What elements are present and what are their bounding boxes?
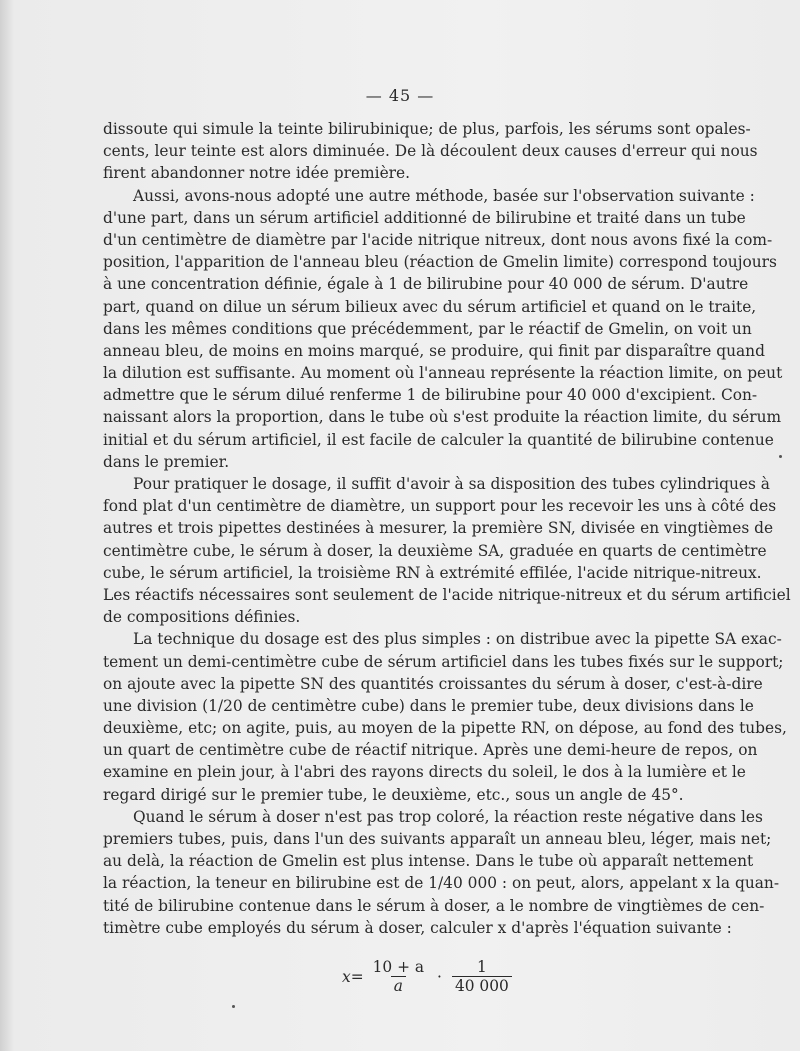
fraction-1-numerator: 10 + a bbox=[372, 958, 425, 976]
text-line: anneau bleu, de moins en moins marqué, se produire, qui finit par disparaître quand bbox=[103, 341, 765, 360]
equation-lhs: x bbox=[342, 967, 351, 986]
text-line: premiers tubes, puis, dans l'un des suivants apparaît un anneau bleu, léger, mais net; bbox=[103, 830, 772, 848]
text-line: on ajoute avec la pipette SN des quantités croissantes du sérum à doser, c'est-à-dire bbox=[103, 674, 763, 693]
fraction-1-denominator: a bbox=[391, 976, 406, 995]
text-line: Les réactifs nécessaires sont seulement de l'acide nitrique-nitreux et du sérum artificiel bbox=[103, 585, 791, 604]
text-line: La technique du dosage est des plus simples : on distribue avec la pipette SA exac- bbox=[133, 630, 782, 649]
text-line: admettre que le sérum dilué renferme 1 de bilirubine pour 40 000 d'excipient. Con- bbox=[103, 386, 758, 405]
text-line: tement un demi-centimètre cube de sérum artificiel dans les tubes fixés sur le support; bbox=[103, 652, 784, 671]
text-line: une division (1/20 de centimètre cube) dans le premier tube, deux divisions dans le bbox=[103, 696, 754, 715]
text-line: au delà, la réaction de Gmelin est plus intense. Dans le tube où apparaît nettement bbox=[103, 852, 754, 871]
text-line: initial et du sérum artificiel, il est facile de calculer la quantité de bilirubine contenue bbox=[103, 430, 774, 449]
text-line: regard dirigé sur le premier tube, le deuxième, etc., sous un angle de 45°. bbox=[103, 785, 684, 804]
page-number: — 45 — bbox=[365, 86, 435, 105]
text-line: dans les mêmes conditions que précédemment, par le réactif de Gmelin, on voit un bbox=[103, 319, 752, 338]
fraction-2-numerator: 1 bbox=[476, 958, 487, 976]
text-line: de compositions définies. bbox=[103, 608, 301, 627]
text-line: la réaction, la teneur en bilirubine est de 1/40 000 : on peut, alors, appelant x la quan- bbox=[103, 874, 780, 893]
text-line: part, quand on dilue un sérum bilieux avec du sérum artificiel et quand on le traite, bbox=[103, 297, 757, 316]
text-line: dissoute qui simule la teinte bilirubinique; de plus, parfois, les sérums sont opales- bbox=[103, 120, 751, 138]
text-line: Pour pratiquer le dosage, il suffit d'avoir à sa disposition des tubes cylindriques à bbox=[133, 475, 770, 493]
text-line: un quart de centimètre cube de réactif nitrique. Après une demi-heure de repos, on bbox=[103, 741, 758, 760]
text-line: dans le premier. bbox=[103, 452, 230, 471]
equation-operator: · bbox=[437, 967, 442, 986]
text-line: timètre cube employés du sérum à doser, calculer x d'après l'équation suivante : bbox=[103, 918, 732, 937]
text-line: d'un centimètre de diamètre par l'acide nitrique nitreux, dont nous avons fixé la com- bbox=[103, 230, 773, 249]
text-line: la dilution est suffisante. Au moment où l'anneau représente la réaction limite, on peut bbox=[103, 364, 783, 383]
paper-speck bbox=[779, 455, 782, 458]
text-line: naissant alors la proportion, dans le tube où s'est produite la réaction limite, du sérum bbox=[103, 408, 782, 427]
text-line: autres et trois pipettes destinées à mesurer, la première SN, divisée en vingtièmes de bbox=[103, 519, 774, 538]
text-line: centimètre cube, le sérum à doser, la deuxième SA, graduée en quarts de centimètre bbox=[103, 541, 767, 560]
paper-speck bbox=[232, 1005, 235, 1008]
text-line: Aussi, avons-nous adopté une autre méthode, basée sur l'observation suivante : bbox=[133, 186, 755, 205]
text-line: fond plat d'un centimètre de diamètre, un support pour les recevoir les uns à côté des bbox=[103, 497, 777, 516]
text-line: d'une part, dans un sérum artificiel additionné de bilirubine et traité dans un tube bbox=[103, 208, 746, 227]
text-line: tité de bilirubine contenue dans le sérum à doser, a le nombre de vingtièmes de cen- bbox=[103, 896, 765, 915]
text-line: deuxième, etc; on agite, puis, au moyen de la pipette RN, on dépose, au fond des tubes, bbox=[103, 719, 787, 738]
text-line: firent abandonner notre idée première. bbox=[103, 164, 411, 183]
equation-equals: = bbox=[350, 967, 364, 986]
equation bbox=[342, 958, 518, 995]
body-text bbox=[103, 118, 791, 939]
text-line: position, l'apparition de l'anneau bleu (réaction de Gmelin limite) correspond toujours bbox=[103, 253, 777, 272]
text-line: examine en plein jour, à l'abri des rayons directs du soleil, le dos à la lumière et le bbox=[103, 763, 746, 782]
text-line: à une concentration définie, égale à 1 de bilirubine pour 40 000 de sérum. D'autre bbox=[103, 275, 749, 294]
fraction-2-denominator: 40 000 bbox=[452, 976, 512, 995]
text-line: cube, le sérum artificiel, la troisième RN à extrémité effilée, l'acide nitrique-nitreux. bbox=[103, 563, 762, 582]
fraction-2 bbox=[452, 958, 512, 995]
text-line: cents, leur teinte est alors diminuée. De là découlent deux causes d'erreur qui nous bbox=[103, 142, 758, 161]
fraction-1 bbox=[370, 958, 427, 995]
text-line: Quand le sérum à doser n'est pas trop coloré, la réaction reste négative dans les bbox=[133, 807, 763, 826]
